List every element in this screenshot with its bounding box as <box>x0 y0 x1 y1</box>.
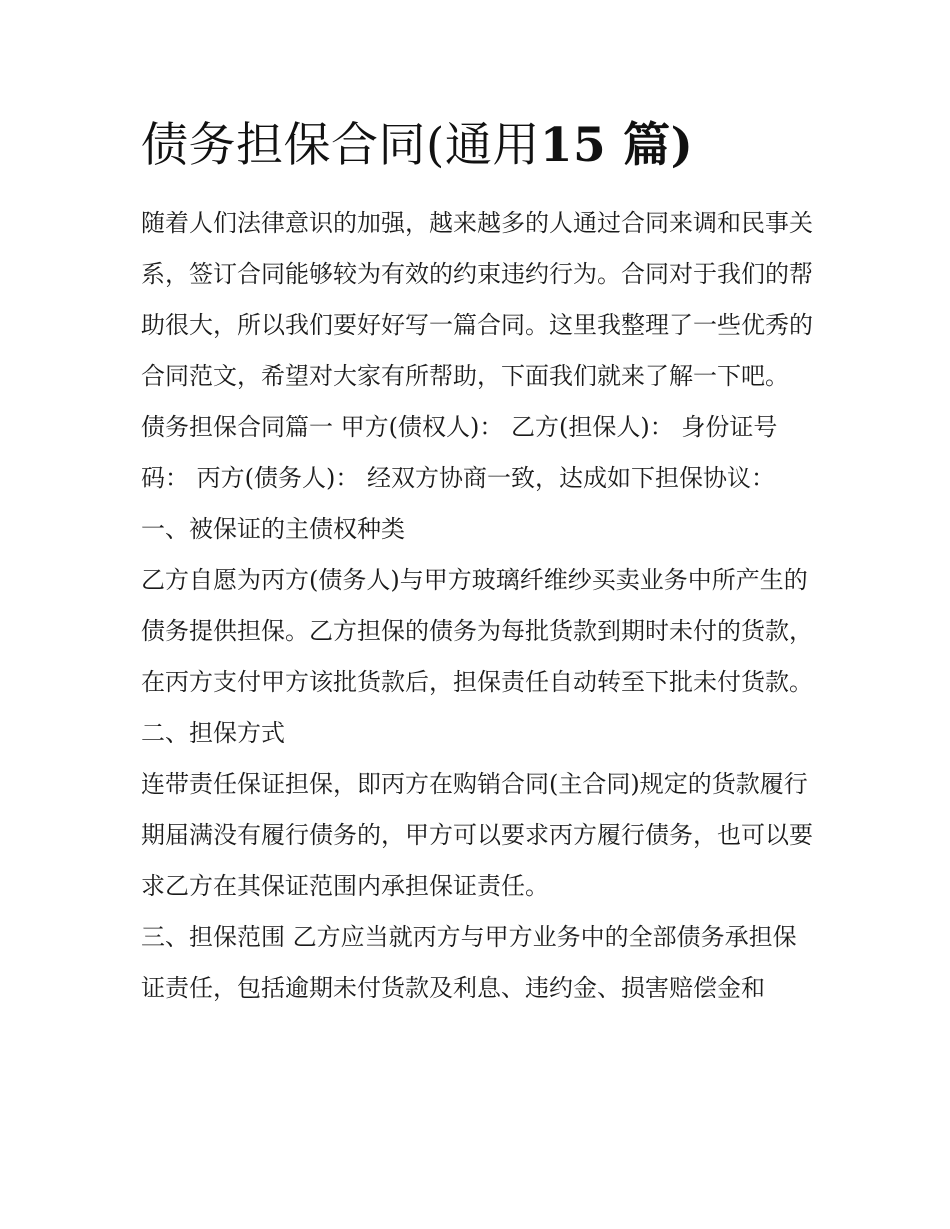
section-heading-1: 一、被保证的主债权种类 <box>141 515 405 543</box>
document-body <box>141 198 813 1014</box>
intro-paragraph: 随着人们法律意识的加强，越来越多的人通过合同来调和民事关系，签订合同能够较为有效的约束违约行为。合同对于我们的帮助很大，所以我们要好好写一篇合同。这里我整理了一些优秀的合同范文，希望对大家有所帮助，下面我们就来了解一下吧。 <box>141 209 813 390</box>
section-paragraph-3: 三、担保范围 乙方应当就丙方与甲方业务中的全部债务承担保证责任，包括逾期未付货款及利息、违约金、损害赔偿金和 <box>141 923 797 1002</box>
section-heading-2: 二、担保方式 <box>141 719 285 747</box>
section-paragraph-1: 乙方自愿为丙方(债务人)与甲方玻璃纤维纱买卖业务中所产生的债务提供担保。乙方担保的债务为每批货款到期时未付的货款，在丙方支付甲方该批货款后，担保责任自动转至下批未付货款。 <box>141 566 813 696</box>
parties-paragraph: 债务担保合同篇一 甲方(债权人)： 乙方(担保人)： 身份证号码： 丙方(债务人)： 经双方协商一致，达成如下担保协议： <box>141 413 778 492</box>
document-title-suffix: 15 篇) <box>539 118 694 173</box>
document-title-main: 债务担保合同(通用 <box>141 118 540 173</box>
document-title <box>141 112 841 180</box>
section-paragraph-2: 连带责任保证担保，即丙方在购销合同(主合同)规定的货款履行期届满没有履行债务的，甲方可以要求丙方履行债务，也可以要求乙方在其保证范围内承担保证责任。 <box>141 770 813 900</box>
